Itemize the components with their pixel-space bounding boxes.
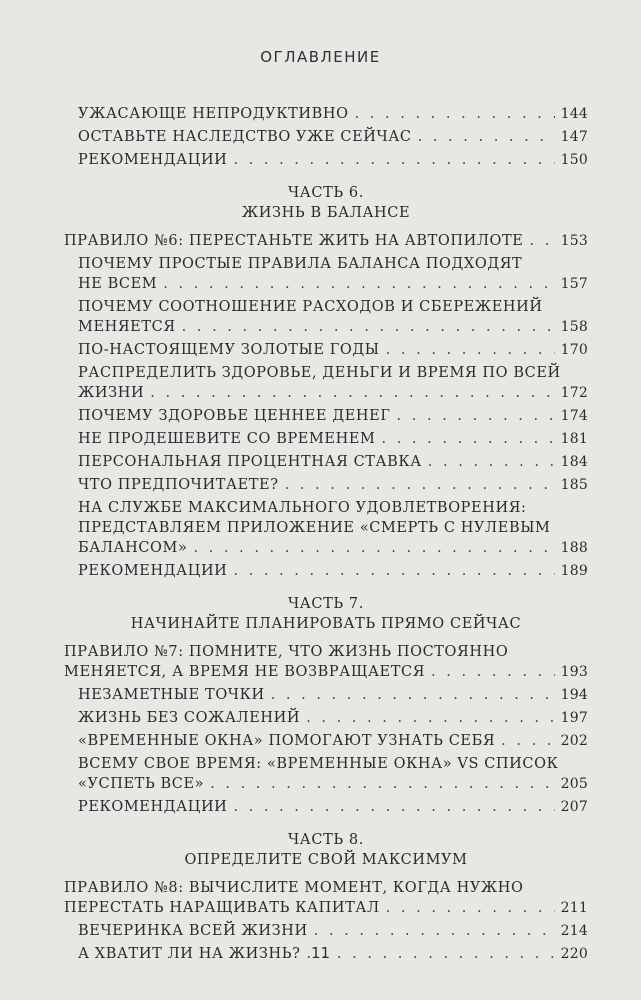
entry-page-number: 207 [560, 799, 588, 815]
entry-title-line: ПЕРЕСТАТЬ НАРАЩИВАТЬ КАПИТАЛ [64, 900, 380, 916]
entry-title-line: УЖАСАЮЩЕ НЕПРОДУКТИВНО [78, 106, 349, 122]
entry-page-number: 144 [560, 106, 588, 122]
toc-section-entry[interactable] [78, 104, 588, 124]
part-label: ЧАСТЬ 8. [288, 832, 364, 848]
dot-leader [193, 538, 554, 558]
entry-page-number: 193 [560, 664, 588, 680]
entry-title-line: ПО-НАСТОЯЩЕМУ ЗОЛОТЫЕ ГОДЫ [78, 342, 380, 358]
entry-title-line: «УСПЕТЬ ВСЕ» [78, 776, 205, 792]
dot-leader [428, 452, 555, 472]
dot-leader [431, 662, 555, 682]
entry-title-line: ПРЕДСТАВЛЯЕМ ПРИЛОЖЕНИЕ «СМЕРТЬ С НУЛЕВЫМ [78, 520, 551, 536]
toc-section-entry[interactable] [78, 498, 588, 558]
entry-page-number: 185 [560, 477, 588, 493]
part-label: ЧАСТЬ 7. [288, 596, 364, 612]
entry-page-number: 158 [560, 319, 588, 335]
dot-leader [397, 406, 555, 426]
toc-section-entry[interactable] [78, 754, 588, 794]
dot-leader [418, 127, 555, 147]
entry-title-line: РЕКОМЕНДАЦИИ [78, 152, 228, 168]
toc-chapter-entry[interactable] [64, 642, 588, 682]
entry-page-number: 150 [560, 152, 588, 168]
entry-title-line: ПОЧЕМУ ПРОСТЫЕ ПРАВИЛА БАЛАНСА ПОДХОДЯТ [78, 256, 523, 272]
toc-section-entry[interactable] [78, 127, 588, 147]
entry-title-line: ПОЧЕМУ СООТНОШЕНИЕ РАСХОДОВ И СБЕРЕЖЕНИЙ [78, 299, 543, 315]
part-label: ЧАСТЬ 6. [288, 185, 364, 201]
part-heading [64, 183, 588, 223]
toc-chapter-entry[interactable] [64, 878, 588, 918]
entry-page-number: 184 [560, 454, 588, 470]
part-title: ОПРЕДЕЛИТЕ СВОЙ МАКСИМУМ [184, 852, 468, 868]
entry-title-line: РАСПРЕДЕЛИТЬ ЗДОРОВЬЕ, ДЕНЬГИ И ВРЕМЯ ПО ВСЕЙ [78, 365, 561, 381]
entry-title-line: ЖИЗНЬ БЕЗ СОЖАЛЕНИЙ [78, 710, 301, 726]
entry-title-line: ПРАВИЛО №6: ПЕРЕСТАНЬТЕ ЖИТЬ НА АВТОПИЛОТЕ [64, 233, 524, 249]
entry-title-line: РЕКОМЕНДАЦИИ [78, 563, 228, 579]
entry-page-number: 181 [560, 431, 588, 447]
dot-leader [386, 898, 555, 918]
dot-leader [233, 150, 554, 170]
entry-page-number: 147 [560, 129, 588, 145]
dot-leader [233, 561, 554, 581]
part-heading [64, 830, 588, 870]
toc-section-entry[interactable] [78, 921, 588, 941]
dot-leader [150, 383, 554, 403]
entry-title-line: ЖИЗНИ [78, 385, 145, 401]
dot-leader [306, 708, 555, 728]
entry-title-line: МЕНЯЕТСЯ [78, 319, 176, 335]
entry-page-number: 174 [560, 408, 588, 424]
part-title: НАЧИНАЙТЕ ПЛАНИРОВАТЬ ПРЯМО СЕЙЧАС [130, 616, 522, 632]
toc-section-entry[interactable] [78, 685, 588, 705]
toc-section-entry[interactable] [78, 254, 588, 294]
entry-title-line: «ВРЕМЕННЫЕ ОКНА» ПОМОГАЮТ УЗНАТЬ СЕБЯ [78, 733, 496, 749]
entry-title-line: НЕ ВСЕМ [78, 276, 158, 292]
dot-leader [182, 317, 555, 337]
entry-title-line: ПРАВИЛО №7: ПОМНИТЕ, ЧТО ЖИЗНЬ ПОСТОЯННО [64, 644, 509, 660]
toc-section-entry[interactable] [78, 363, 588, 403]
part-heading [64, 594, 588, 634]
toc-section-entry[interactable] [78, 150, 588, 170]
entry-page-number: 188 [560, 540, 588, 556]
entry-title-line: НЕ ПРОДЕШЕВИТЕ СО ВРЕМЕНЕМ [78, 431, 376, 447]
toc-section-entry[interactable] [78, 475, 588, 495]
page-number: 11 [310, 944, 331, 962]
entry-title-line: ОСТАВЬТЕ НАСЛЕДСТВО УЖЕ СЕЙЧАС [78, 129, 412, 145]
dot-leader [355, 104, 555, 124]
entry-title-line: НЕЗАМЕТНЫЕ ТОЧКИ [78, 687, 265, 703]
entry-page-number: 189 [560, 563, 588, 579]
dot-leader [271, 685, 555, 705]
entry-page-number: 205 [560, 776, 588, 792]
toc-section-entry[interactable] [78, 340, 588, 360]
dot-leader [386, 340, 555, 360]
dot-leader [314, 921, 555, 941]
entry-title-line: НА СЛУЖБЕ МАКСИМАЛЬНОГО УДОВЛЕТВОРЕНИЯ: [78, 500, 527, 516]
toc-section-entry[interactable] [78, 429, 588, 449]
dot-leader [285, 475, 555, 495]
entry-page-number: 157 [560, 276, 588, 292]
entry-title-line: ВЕЧЕРИНКА ВСЕЙ ЖИЗНИ [78, 923, 308, 939]
dot-leader [501, 731, 555, 751]
toc-section-entry[interactable] [78, 406, 588, 426]
entry-title-line: ВСЕМУ СВОЕ ВРЕМЯ: «ВРЕМЕННЫЕ ОКНА» VS СПИСОК [78, 756, 559, 772]
entry-page-number: 202 [560, 733, 588, 749]
entry-title-line: МЕНЯЕТСЯ, А ВРЕМЯ НЕ ВОЗВРАЩАЕТСЯ [64, 664, 426, 680]
entry-page-number: 172 [560, 385, 588, 401]
entry-page-number: 153 [560, 233, 588, 249]
entry-title-line: БАЛАНСОМ» [78, 540, 188, 556]
table-of-contents [64, 104, 588, 967]
entry-page-number: 197 [560, 710, 588, 726]
toc-section-entry[interactable] [78, 297, 588, 337]
entry-title-line: ПЕРСОНАЛЬНАЯ ПРОЦЕНТНАЯ СТАВКА [78, 454, 422, 470]
toc-section-entry[interactable] [78, 731, 588, 751]
dot-leader [529, 231, 554, 251]
toc-section-entry[interactable] [78, 561, 588, 581]
toc-chapter-entry[interactable] [64, 231, 588, 251]
dot-leader [233, 797, 554, 817]
dot-leader [163, 274, 554, 294]
dot-leader [382, 429, 555, 449]
entry-title-line: ЧТО ПРЕДПОЧИТАЕТЕ? [78, 477, 279, 493]
toc-section-entry[interactable] [78, 452, 588, 472]
entry-title-line: ПОЧЕМУ ЗДОРОВЬЕ ЦЕННЕЕ ДЕНЕГ [78, 408, 391, 424]
entry-page-number: 220 [560, 946, 588, 962]
entry-title-line: РЕКОМЕНДАЦИИ [78, 799, 228, 815]
entry-title-line: А ХВАТИТ ЛИ НА ЖИЗНЬ? [78, 946, 301, 962]
entry-title-line: ПРАВИЛО №8: ВЫЧИСЛИТЕ МОМЕНТ, КОГДА НУЖНО [64, 880, 524, 896]
entry-page-number: 214 [560, 923, 588, 939]
entry-page-number: 170 [560, 342, 588, 358]
toc-section-entry[interactable] [78, 708, 588, 728]
toc-section-entry[interactable] [78, 797, 588, 817]
part-title: ЖИЗНЬ В БАЛАНСЕ [241, 205, 411, 221]
entry-page-number: 211 [560, 900, 588, 916]
page-title: ОГЛАВЛЕНИЕ [260, 48, 381, 66]
entry-page-number: 194 [560, 687, 588, 703]
dot-leader [210, 774, 555, 794]
